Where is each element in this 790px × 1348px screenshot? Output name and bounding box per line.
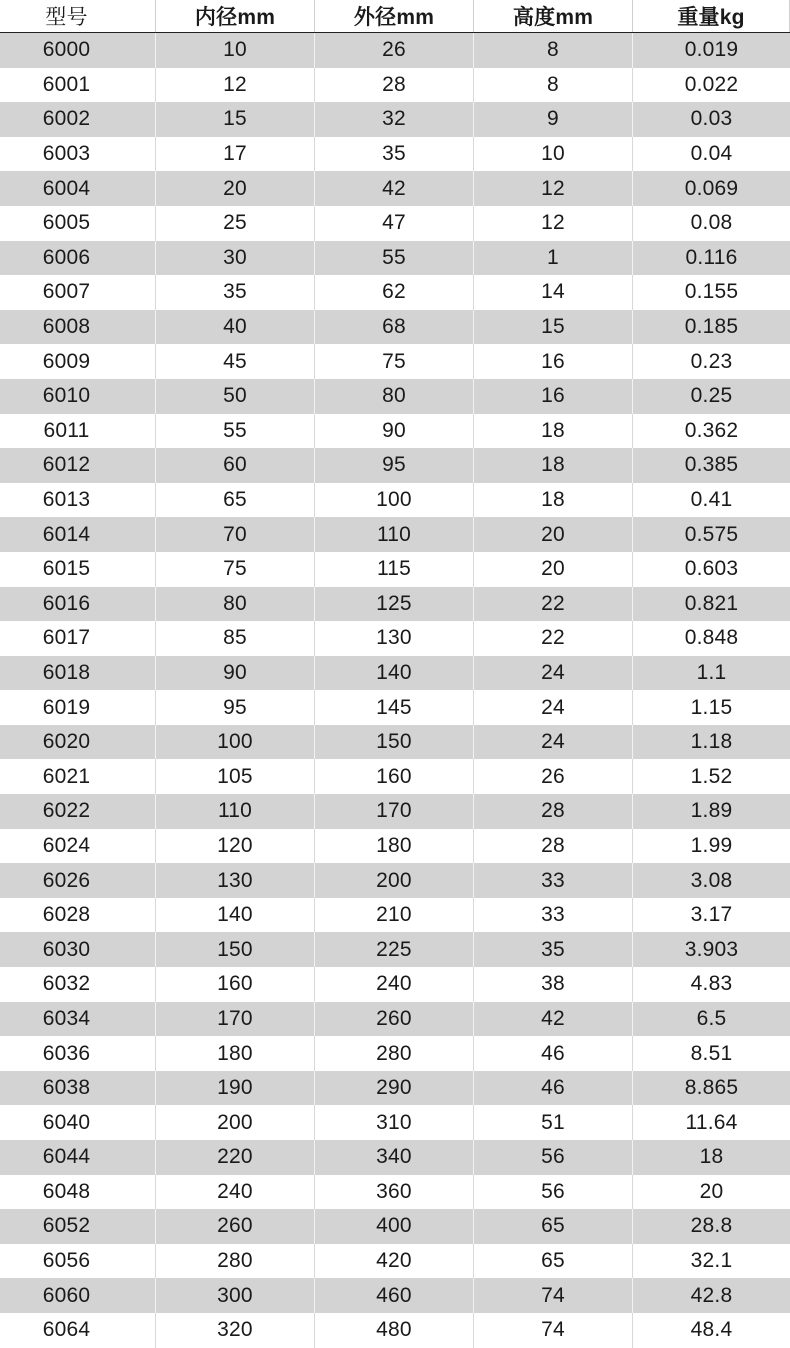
cell-outer-diameter: 260 xyxy=(315,1002,474,1037)
table-row xyxy=(0,483,790,518)
cell-inner-diameter: 170 xyxy=(156,1002,315,1037)
cell-height: 15 xyxy=(474,310,633,345)
cell-height: 12 xyxy=(474,171,633,206)
cell-inner-diameter: 75 xyxy=(156,552,315,587)
cell-outer-diameter: 145 xyxy=(315,690,474,725)
cell-inner-diameter: 80 xyxy=(156,587,315,622)
table-row xyxy=(0,898,790,933)
cell-inner-diameter: 140 xyxy=(156,898,315,933)
header-model: 型号 xyxy=(0,0,156,32)
cell-outer-diameter: 47 xyxy=(315,206,474,241)
cell-model: 6030 xyxy=(0,932,156,967)
cell-height: 12 xyxy=(474,206,633,241)
cell-outer-diameter: 26 xyxy=(315,33,474,68)
cell-inner-diameter: 260 xyxy=(156,1209,315,1244)
table-row xyxy=(0,725,790,760)
cell-height: 33 xyxy=(474,863,633,898)
cell-weight: 0.362 xyxy=(684,418,739,442)
cell-model: 6011 xyxy=(0,414,156,449)
header-outer-diameter: 外径mm xyxy=(315,0,474,32)
cell-weight: 0.04 xyxy=(690,142,733,166)
cell-height: 65 xyxy=(474,1244,633,1279)
cell-outer-diameter: 42 xyxy=(315,171,474,206)
cell-weight: 48.4 xyxy=(690,1318,733,1342)
cell-height: 24 xyxy=(474,656,633,691)
header-inner-diameter: 内径mm xyxy=(156,0,315,32)
cell-height: 24 xyxy=(474,690,633,725)
cell-height: 8 xyxy=(474,68,633,103)
cell-weight: 0.848 xyxy=(684,626,739,650)
cell-inner-diameter: 120 xyxy=(156,829,315,864)
cell-outer-diameter: 200 xyxy=(315,863,474,898)
cell-outer-diameter: 68 xyxy=(315,310,474,345)
cell-outer-diameter: 140 xyxy=(315,656,474,691)
table-row xyxy=(0,829,790,864)
cell-weight: 0.821 xyxy=(684,591,739,615)
cell-outer-diameter: 460 xyxy=(315,1278,474,1313)
cell-inner-diameter: 300 xyxy=(156,1278,315,1313)
cell-model: 6005 xyxy=(0,206,156,241)
cell-weight: 1.99 xyxy=(690,833,733,857)
cell-inner-diameter: 20 xyxy=(156,171,315,206)
cell-model: 6022 xyxy=(0,794,156,829)
cell-inner-diameter: 110 xyxy=(156,794,315,829)
cell-height: 56 xyxy=(474,1175,633,1210)
cell-weight: 1.15 xyxy=(690,695,733,719)
cell-model: 6003 xyxy=(0,137,156,172)
cell-inner-diameter: 25 xyxy=(156,206,315,241)
cell-height: 10 xyxy=(474,137,633,172)
cell-inner-diameter: 90 xyxy=(156,656,315,691)
cell-inner-diameter: 280 xyxy=(156,1244,315,1279)
table-row xyxy=(0,587,790,622)
table-row xyxy=(0,1140,790,1175)
cell-inner-diameter: 65 xyxy=(156,483,315,518)
cell-height: 74 xyxy=(474,1313,633,1348)
table-row xyxy=(0,344,790,379)
cell-height: 28 xyxy=(474,794,633,829)
cell-weight: 4.83 xyxy=(690,972,733,996)
cell-inner-diameter: 200 xyxy=(156,1105,315,1140)
cell-model: 6010 xyxy=(0,379,156,414)
cell-weight: 0.575 xyxy=(684,522,739,546)
cell-outer-diameter: 125 xyxy=(315,587,474,622)
cell-outer-diameter: 28 xyxy=(315,68,474,103)
cell-model: 6032 xyxy=(0,967,156,1002)
cell-outer-diameter: 400 xyxy=(315,1209,474,1244)
cell-model: 6017 xyxy=(0,621,156,656)
table-row xyxy=(0,414,790,449)
cell-weight: 8.865 xyxy=(684,1076,739,1100)
cell-weight: 1.89 xyxy=(690,799,733,823)
cell-height: 8 xyxy=(474,33,633,68)
table-row xyxy=(0,206,790,241)
table-row xyxy=(0,517,790,552)
cell-inner-diameter: 150 xyxy=(156,932,315,967)
cell-height: 33 xyxy=(474,898,633,933)
cell-inner-diameter: 45 xyxy=(156,344,315,379)
cell-inner-diameter: 180 xyxy=(156,1036,315,1071)
cell-weight: 0.022 xyxy=(684,72,739,96)
cell-height: 46 xyxy=(474,1036,633,1071)
cell-model: 6002 xyxy=(0,102,156,137)
cell-weight: 20 xyxy=(699,1179,724,1203)
cell-height: 42 xyxy=(474,1002,633,1037)
cell-inner-diameter: 50 xyxy=(156,379,315,414)
cell-model: 6024 xyxy=(0,829,156,864)
table-body xyxy=(0,33,790,1348)
cell-height: 65 xyxy=(474,1209,633,1244)
cell-height: 22 xyxy=(474,621,633,656)
cell-model: 6006 xyxy=(0,241,156,276)
cell-outer-diameter: 32 xyxy=(315,102,474,137)
cell-model: 6028 xyxy=(0,898,156,933)
header-weight: 重量kg xyxy=(633,0,790,32)
cell-inner-diameter: 240 xyxy=(156,1175,315,1210)
cell-weight: 6.5 xyxy=(696,1006,727,1030)
table-row xyxy=(0,1105,790,1140)
cell-weight: 0.155 xyxy=(684,280,739,304)
cell-weight: 11.64 xyxy=(685,1110,738,1134)
table-row xyxy=(0,33,790,68)
table-header-row xyxy=(0,0,790,33)
cell-model: 6012 xyxy=(0,448,156,483)
table-row xyxy=(0,448,790,483)
cell-height: 28 xyxy=(474,829,633,864)
cell-weight: 0.08 xyxy=(690,211,733,235)
cell-outer-diameter: 240 xyxy=(315,967,474,1002)
cell-weight: 0.603 xyxy=(684,557,739,581)
cell-height: 74 xyxy=(474,1278,633,1313)
cell-outer-diameter: 280 xyxy=(315,1036,474,1071)
cell-outer-diameter: 290 xyxy=(315,1071,474,1106)
cell-weight: 42.8 xyxy=(690,1283,733,1307)
cell-outer-diameter: 100 xyxy=(315,483,474,518)
cell-inner-diameter: 100 xyxy=(156,725,315,760)
table-row xyxy=(0,1209,790,1244)
cell-inner-diameter: 70 xyxy=(156,517,315,552)
cell-model: 6036 xyxy=(0,1036,156,1071)
table-row xyxy=(0,137,790,172)
table-row xyxy=(0,1313,790,1348)
cell-outer-diameter: 55 xyxy=(315,241,474,276)
table-row xyxy=(0,310,790,345)
cell-model: 6052 xyxy=(0,1209,156,1244)
cell-inner-diameter: 95 xyxy=(156,690,315,725)
cell-model: 6064 xyxy=(0,1313,156,1348)
cell-model: 6007 xyxy=(0,275,156,310)
cell-outer-diameter: 115 xyxy=(315,552,474,587)
table-row xyxy=(0,68,790,103)
cell-height: 1 xyxy=(474,241,633,276)
cell-height: 24 xyxy=(474,725,633,760)
cell-height: 22 xyxy=(474,587,633,622)
cell-weight: 1.1 xyxy=(696,660,727,684)
cell-height: 51 xyxy=(474,1105,633,1140)
cell-height: 14 xyxy=(474,275,633,310)
cell-model: 6034 xyxy=(0,1002,156,1037)
cell-model: 6040 xyxy=(0,1105,156,1140)
cell-model: 6044 xyxy=(0,1140,156,1175)
table-row xyxy=(0,621,790,656)
cell-weight: 0.41 xyxy=(690,488,733,512)
table-row xyxy=(0,171,790,206)
cell-model: 6019 xyxy=(0,690,156,725)
table-row xyxy=(0,102,790,137)
cell-outer-diameter: 210 xyxy=(315,898,474,933)
table-row xyxy=(0,1278,790,1313)
cell-outer-diameter: 75 xyxy=(315,344,474,379)
cell-inner-diameter: 35 xyxy=(156,275,315,310)
cell-model: 6060 xyxy=(0,1278,156,1313)
cell-height: 20 xyxy=(474,552,633,587)
cell-weight: 0.03 xyxy=(690,107,733,131)
cell-weight: 0.185 xyxy=(684,315,739,339)
cell-model: 6048 xyxy=(0,1175,156,1210)
cell-weight: 32.1 xyxy=(690,1249,733,1273)
cell-weight: 1.18 xyxy=(690,730,733,754)
cell-outer-diameter: 180 xyxy=(315,829,474,864)
cell-height: 26 xyxy=(474,759,633,794)
cell-inner-diameter: 190 xyxy=(156,1071,315,1106)
cell-outer-diameter: 160 xyxy=(315,759,474,794)
cell-weight: 0.069 xyxy=(684,176,739,200)
cell-outer-diameter: 130 xyxy=(315,621,474,656)
cell-weight: 3.08 xyxy=(690,868,733,892)
cell-height: 56 xyxy=(474,1140,633,1175)
cell-weight: 8.51 xyxy=(690,1041,733,1065)
table-row xyxy=(0,1071,790,1106)
cell-outer-diameter: 480 xyxy=(315,1313,474,1348)
cell-inner-diameter: 40 xyxy=(156,310,315,345)
cell-weight: 0.23 xyxy=(690,349,733,373)
cell-height: 46 xyxy=(474,1071,633,1106)
cell-height: 18 xyxy=(474,448,633,483)
table-row xyxy=(0,275,790,310)
table-row xyxy=(0,967,790,1002)
cell-weight: 0.019 xyxy=(684,38,739,62)
table-row xyxy=(0,241,790,276)
cell-weight: 18 xyxy=(699,1145,724,1169)
cell-model: 6026 xyxy=(0,863,156,898)
table-row xyxy=(0,690,790,725)
cell-weight: 0.385 xyxy=(684,453,739,477)
cell-height: 18 xyxy=(474,483,633,518)
cell-model: 6009 xyxy=(0,344,156,379)
cell-outer-diameter: 110 xyxy=(315,517,474,552)
cell-outer-diameter: 420 xyxy=(315,1244,474,1279)
table-row xyxy=(0,794,790,829)
cell-model: 6016 xyxy=(0,587,156,622)
cell-outer-diameter: 170 xyxy=(315,794,474,829)
cell-model: 6000 xyxy=(0,33,156,68)
cell-inner-diameter: 220 xyxy=(156,1140,315,1175)
table-row xyxy=(0,656,790,691)
table-row xyxy=(0,759,790,794)
cell-model: 6004 xyxy=(0,171,156,206)
cell-inner-diameter: 12 xyxy=(156,68,315,103)
cell-height: 38 xyxy=(474,967,633,1002)
cell-inner-diameter: 15 xyxy=(156,102,315,137)
cell-outer-diameter: 150 xyxy=(315,725,474,760)
cell-height: 20 xyxy=(474,517,633,552)
cell-model: 6015 xyxy=(0,552,156,587)
cell-outer-diameter: 360 xyxy=(315,1175,474,1210)
cell-outer-diameter: 95 xyxy=(315,448,474,483)
cell-model: 6014 xyxy=(0,517,156,552)
cell-weight: 0.25 xyxy=(690,384,733,408)
cell-inner-diameter: 320 xyxy=(156,1313,315,1348)
table-row xyxy=(0,1175,790,1210)
cell-model: 6013 xyxy=(0,483,156,518)
cell-model: 6056 xyxy=(0,1244,156,1279)
table-row xyxy=(0,1036,790,1071)
cell-outer-diameter: 225 xyxy=(315,932,474,967)
cell-outer-diameter: 35 xyxy=(315,137,474,172)
cell-inner-diameter: 55 xyxy=(156,414,315,449)
cell-height: 16 xyxy=(474,379,633,414)
cell-inner-diameter: 85 xyxy=(156,621,315,656)
cell-height: 35 xyxy=(474,932,633,967)
table-row xyxy=(0,552,790,587)
cell-weight: 1.52 xyxy=(690,764,733,788)
header-height: 高度mm xyxy=(474,0,633,32)
table-row xyxy=(0,1244,790,1279)
cell-height: 9 xyxy=(474,102,633,137)
cell-inner-diameter: 160 xyxy=(156,967,315,1002)
cell-model: 6020 xyxy=(0,725,156,760)
cell-inner-diameter: 30 xyxy=(156,241,315,276)
table-row xyxy=(0,863,790,898)
cell-outer-diameter: 62 xyxy=(315,275,474,310)
table-row xyxy=(0,379,790,414)
cell-inner-diameter: 130 xyxy=(156,863,315,898)
cell-model: 6038 xyxy=(0,1071,156,1106)
table-row xyxy=(0,1002,790,1037)
cell-inner-diameter: 17 xyxy=(156,137,315,172)
cell-height: 18 xyxy=(474,414,633,449)
cell-model: 6001 xyxy=(0,68,156,103)
cell-height: 16 xyxy=(474,344,633,379)
cell-outer-diameter: 340 xyxy=(315,1140,474,1175)
table-row xyxy=(0,932,790,967)
cell-outer-diameter: 90 xyxy=(315,414,474,449)
cell-model: 6021 xyxy=(0,759,156,794)
cell-inner-diameter: 60 xyxy=(156,448,315,483)
cell-model: 6008 xyxy=(0,310,156,345)
cell-weight: 3.17 xyxy=(690,903,733,927)
cell-inner-diameter: 10 xyxy=(156,33,315,68)
cell-weight: 28.8 xyxy=(690,1214,733,1238)
cell-weight: 3.903 xyxy=(684,937,739,961)
cell-model: 6018 xyxy=(0,656,156,691)
cell-outer-diameter: 310 xyxy=(315,1105,474,1140)
cell-inner-diameter: 105 xyxy=(156,759,315,794)
cell-weight: 0.116 xyxy=(685,245,738,269)
cell-outer-diameter: 80 xyxy=(315,379,474,414)
